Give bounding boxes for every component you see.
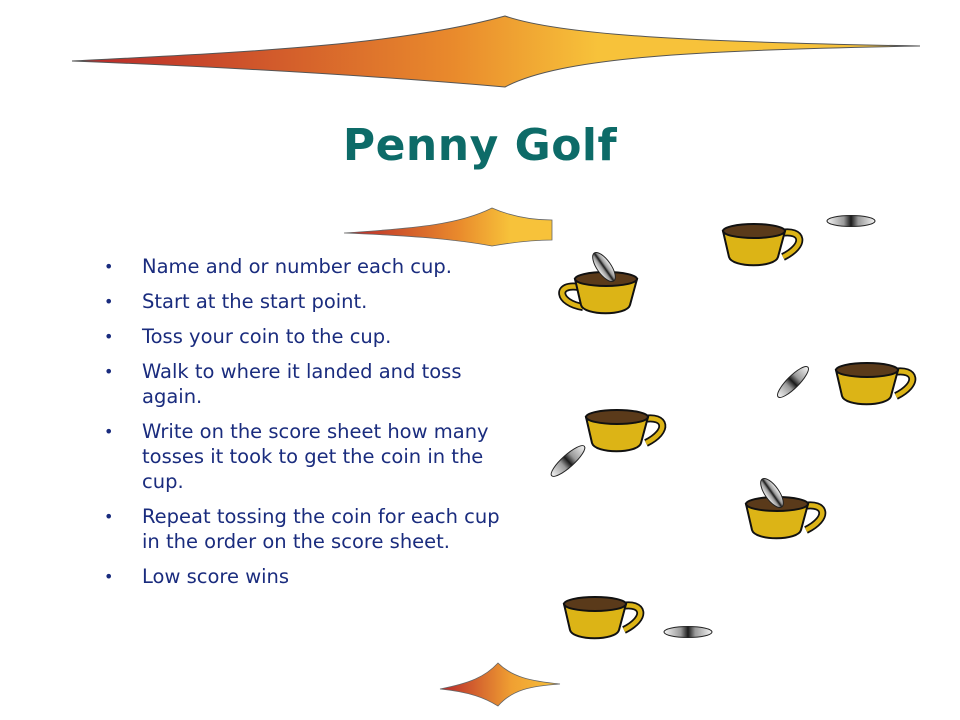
cup-2	[562, 272, 637, 313]
cup-5	[746, 497, 822, 538]
bullet-dot: •	[104, 507, 114, 526]
bullet-dot: •	[104, 292, 114, 311]
cup-6	[564, 597, 640, 638]
bullet-text: Toss your coin to the cup.	[142, 325, 392, 348]
bullet-text: Walk to where it landed and toss again.	[142, 360, 462, 408]
bullet-text: Write on the score sheet how many tosses it took to get the coin in the cup.	[142, 420, 489, 493]
bullet-dot: •	[104, 362, 114, 381]
bullet-text: Low score wins	[142, 565, 290, 588]
cup-4	[586, 410, 662, 451]
cup-3	[836, 363, 912, 404]
bullet-dot: •	[104, 257, 114, 276]
bullet-dot: •	[104, 327, 114, 346]
bullet-text: Name and or number each cup.	[142, 255, 452, 278]
coin-flat-1	[827, 216, 875, 227]
bullet-text: Start at the start point.	[142, 290, 368, 313]
bullet-text: Repeat tossing the coin for each cup in the order on the score sheet.	[142, 505, 500, 553]
coin-tilted-3	[548, 442, 589, 480]
slide-title: Penny Golf	[342, 120, 618, 171]
bullet-dot: •	[104, 422, 114, 441]
coin-flat-2	[664, 627, 712, 638]
cup-1	[723, 224, 799, 265]
coin-tilted-2	[774, 363, 812, 401]
bullet-dot: •	[104, 567, 114, 586]
